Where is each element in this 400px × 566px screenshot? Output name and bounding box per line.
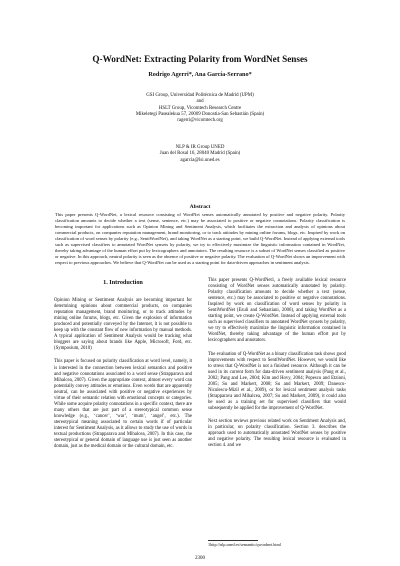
- abstract-text: This paper presents Q-WordNet, a lexical resource consisting of WordNet senses automatically annotated by positive and negative polarity. Polarity classification amounts to decide whether a text (sense, sentence, etc.) may be associated to positive or negative connotations. Polarity classification is becoming important for applications such as Opinion Mining and Sentiment Analysis, which facilitates the extraction and analysis of opinions about commercial products, on companies reputation management, brand monitoring, or to track attitudes by mining online forums, blogs, etc. Inspired by work on classification of word senses by polarity (e.g., SentiWordNet), and taking WordNet as a starting point, we build Q-WordNet. Instead of applying external tools such as supervised classifiers to annotated WordNet synsets by polarity, we try to effectively maximize the linguistic information contained in WordNet, thereby taking advantage of the human effort put by lexicographers and annotators. The resulting resource is a subset of WordNet senses classified as positive or negative. In this approach, neutral polarity is seen as the absence of positive or negative polarity. The evaluation of Q-WordNet shows an improvement with respect to previous approaches. We believe that Q-WordNet can be used as a starting point for data-driven approaches in sentiment analysis.: [55, 212, 345, 266]
- paragraph: This paper is focused on polarity classification at word level, namely, it is interested in the connection between lexical semantics and positive and negative connotations associated to a word sense (Strapparava and Mihalcea, 2007). Given the appropriate context, almost every word can potentially convey attitudes or emotions. Even words that are apparently neutral, can be associated with positive or negative experiences by virtue of their semantic relation with emotional concepts or categories. While some acquire polarity connotations in a specific context, there are many others that are just part of a stereotypical common sense knowledge (e.g., ‘cancer’, ‘war’, ‘mum’, ‘angel’, etc.). The stereotypical meaning associated to certain words if of particular interest for Sentiment Analysis, as it allows to study the use of words in textual productions (Strapparava and Mihalcea, 2007). In this case, the stereotypical or general domain of language use is just seen as another domain, just as the medical domain or the cultural domain, etc.: [54, 359, 192, 450]
- abstract-heading: Abstract: [189, 204, 211, 210]
- page-number: 2300: [195, 556, 205, 561]
- paragraph: The evaluation of Q-WordNet as a binary classification task shows good improvements with respect to SentiWordNet. However, we would like to stress that Q-WordNet is not a finished resource. Although it can be used in its current form for data-driven sentiment analysis (Pang et al., 2002; Pang and Lee, 2004; Kim and Hovy, 2004; Popescu and Etzioni, 2005; Su and Markert, 2008; Su and Markert, 2009; Danescu-Niculescu-Mizil et al., 2009), or for lexical sentiment analysis tasks (Strapparava and Mihalcea, 2007; Su and Markert, 2009), it could also be used as a training set for supervised classifiers that would subsequently be applied for the improvement of Q-WordNet.: [208, 351, 346, 411]
- affiliation-2-email: agarcia@lsi.uned.es: [180, 157, 220, 163]
- right-column: [208, 278, 346, 456]
- paper-authors: Rodrigo Agerri*, Ana García-Serrano*: [148, 71, 252, 78]
- affiliation-2: [0, 145, 400, 164]
- affiliation-1-line: GSI Group, Universidad Politécnica de Madrid (UPM): [146, 93, 254, 98]
- paragraph: Opinion Mining or Sentiment Analysis are becoming important for determining opinions about commercial products, on companies reputation management, brand monitoring, or to track attitudes by mining online forums, blogs, etc. Given the explosion of information produced and potentially conveyed by the Internet, it is not possible to keep up with the constant flow of new information by manual methods. A typical application of Sentiment Analysis would be tracking what bloggers are saying about brands like Apple, Microsoft, Ford, etc. (Symposium, 2010): [54, 298, 192, 352]
- affiliation-1-email: ragerri@vicomtech.org: [177, 118, 223, 124]
- affiliation-2-line: NLP & IR Group UNED: [175, 145, 225, 150]
- paragraph: This paper presents Q-WordNet1, a freely available lexical resource consisting of WordNet senses automatically annotated by polarity. Polarity classification amounts to decide whether a text (sense, sentence, etc.) may be associated to positive or negative connotations. Inspired by work on classification of word senses by polarity in SentiWordNet (Esuli and Sebastiani, 2006), and taking WordNet as a starting point, we create Q-WordNet. Instead of applying external tools such as supervised classifiers to annotated WordNet synsets by polarity, we try to effectively maximize the linguistic information contained in WordNet, thereby taking advantage of the human effort put by lexicographers and annotators.: [208, 278, 346, 344]
- paper-title: Q-WordNet: Extracting Polarity from WordNet Senses: [92, 54, 308, 64]
- footnote: 1http://nlp.uned.es/semantic/qwordnet.html: [208, 542, 281, 547]
- affiliation-1: [0, 93, 400, 124]
- section-heading-introduction: 1. Introduction: [103, 279, 143, 286]
- affiliation-1-line: and: [196, 99, 204, 105]
- affiliation-1-line: HSLT Group, Vicomtech Research Centre: [158, 105, 242, 111]
- affiliation-1-line: Mikeletegi Pasealekua 57, 20009 Donostia-San Sebastián (Spain): [135, 111, 265, 117]
- left-column: [54, 278, 192, 457]
- affiliation-2-line: Juan del Rosal 16, 28040 Madrid (Spain): [159, 151, 241, 157]
- paragraph: Next section reviews previous related work on Sentiment Analysis and, in particular, on polarity classification. Section 3. describes the approach used to automatically annotated WordNet senses by positive and negative polarity. The resulting lexical resource is evaluated in section 4. and we: [208, 418, 346, 449]
- footnote-divider: [208, 540, 258, 541]
